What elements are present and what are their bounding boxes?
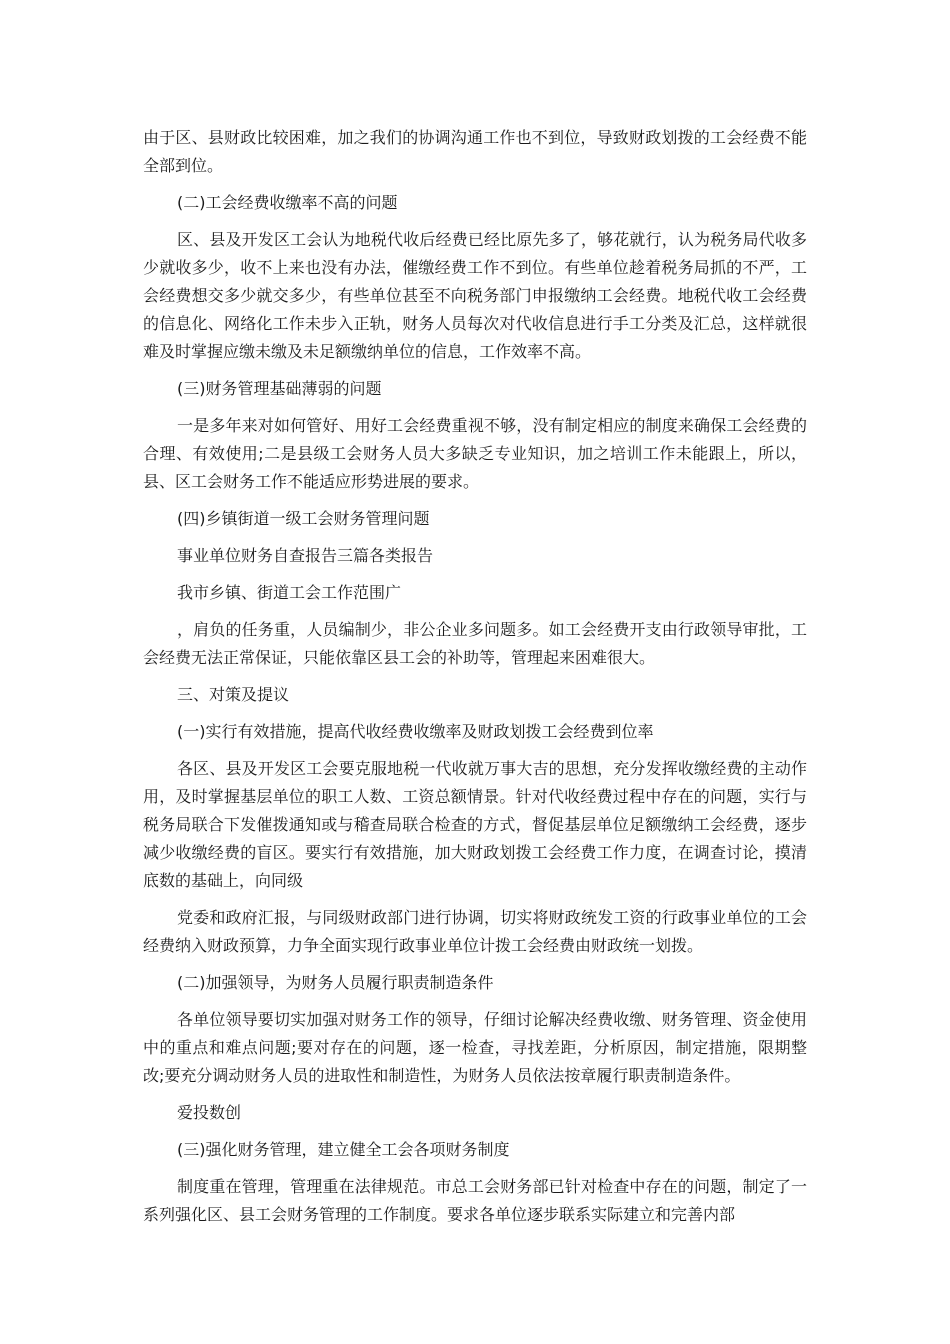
section-heading-1: (一)实行有效措施，提高代收经费收缴率及财政划拨工会经费到位率 bbox=[177, 722, 654, 741]
section-heading-3: (三)财务管理基础薄弱的问题 bbox=[177, 379, 382, 398]
section-heading-4: (四)乡镇街道一级工会财务管理问题 bbox=[177, 509, 430, 528]
paragraph: 事业单位财务自查报告三篇各类报告 bbox=[177, 546, 434, 565]
paragraph: 一是多年来对如何管好、用好工会经费重视不够，没有制定相应的制度来确保工会经费的合理、有效使用;二是县级工会财务人员大多缺乏专业知识，加之培训工作未能跟上，所以，县、区工会财务工作不能适应形势进展的要求。 bbox=[143, 416, 807, 491]
paragraph: 区、县及开发区工会认为地税代收后经费已经比原先多了，够花就行，认为税务局代收多少就收多少，收不上来也没有办法，催缴经费工作不到位。有些单位趁着税务局抓的不严，工会经费想交多少就交多少，有些单位甚至不向税务部门申报缴纳工会经费。地税代收工会经费的信息化、网络化工作未步入正轨，财务人员每次对代收信息进行手工分类及汇总，这样就很难及时掌握应缴未缴及未足额缴纳单位的信息，工作效率不高。 bbox=[143, 230, 807, 361]
section-heading-3b: (三)强化财务管理，建立健全工会各项财务制度 bbox=[177, 1140, 510, 1159]
paragraph: 我市乡镇、街道工会工作范围广 bbox=[177, 583, 402, 602]
section-heading-2: (二)工会经费收缴率不高的问题 bbox=[177, 193, 398, 212]
paragraph: 各单位领导要切实加强对财务工作的领导，仔细讨论解决经费收缴、财务管理、资金使用中的重点和难点问题;要对存在的问题，逐一检查，寻找差距，分析原因，制定措施，限期整改;要充分调动财务人员的进取性和制造性，为财务人员依法按章履行职责制造条件。 bbox=[143, 1010, 807, 1085]
document-body bbox=[143, 124, 807, 1229]
paragraph: ，肩负的任务重，人员编制少，非公企业多问题多。如工会经费开支由行政领导审批，工会经费无法正常保证，只能依靠区县工会的补助等，管理起来困难很大。 bbox=[143, 620, 807, 667]
paragraph: 党委和政府汇报，与同级财政部门进行协调，切实将财政统发工资的行政事业单位的工会经费纳入财政预算，力争全面实现行政事业单位计拨工会经费由财政统一划拨。 bbox=[143, 908, 807, 955]
paragraph: 各区、县及开发区工会要克服地税一代收就万事大吉的思想，充分发挥收缴经费的主动作用，及时掌握基层单位的职工人数、工资总额情景。针对代收经费过程中存在的问题，实行与税务局联合下发催拨通知或与稽查局联合检查的方式，督促基层单位足额缴纳工会经费，逐步减少收缴经费的盲区。要实行有效措施，加大财政划拨工会经费工作力度，在调查讨论，摸清底数的基础上，向同级 bbox=[143, 759, 807, 890]
chapter-heading: 三、对策及提议 bbox=[177, 685, 290, 704]
section-heading-2b: (二)加强领导，为财务人员履行职责制造条件 bbox=[177, 973, 494, 992]
paragraph-continuation: 由于区、县财政比较困难，加之我们的协调沟通工作也不到位，导致财政划拨的工会经费不能全部到位。 bbox=[143, 128, 807, 175]
paragraph: 制度重在管理，管理重在法律规范。市总工会财务部已针对检查中存在的问题，制定了一系列强化区、县工会财务管理的工作制度。要求各单位逐步联系实际建立和完善内部 bbox=[143, 1177, 807, 1224]
paragraph: 爱投数创 bbox=[177, 1103, 242, 1122]
